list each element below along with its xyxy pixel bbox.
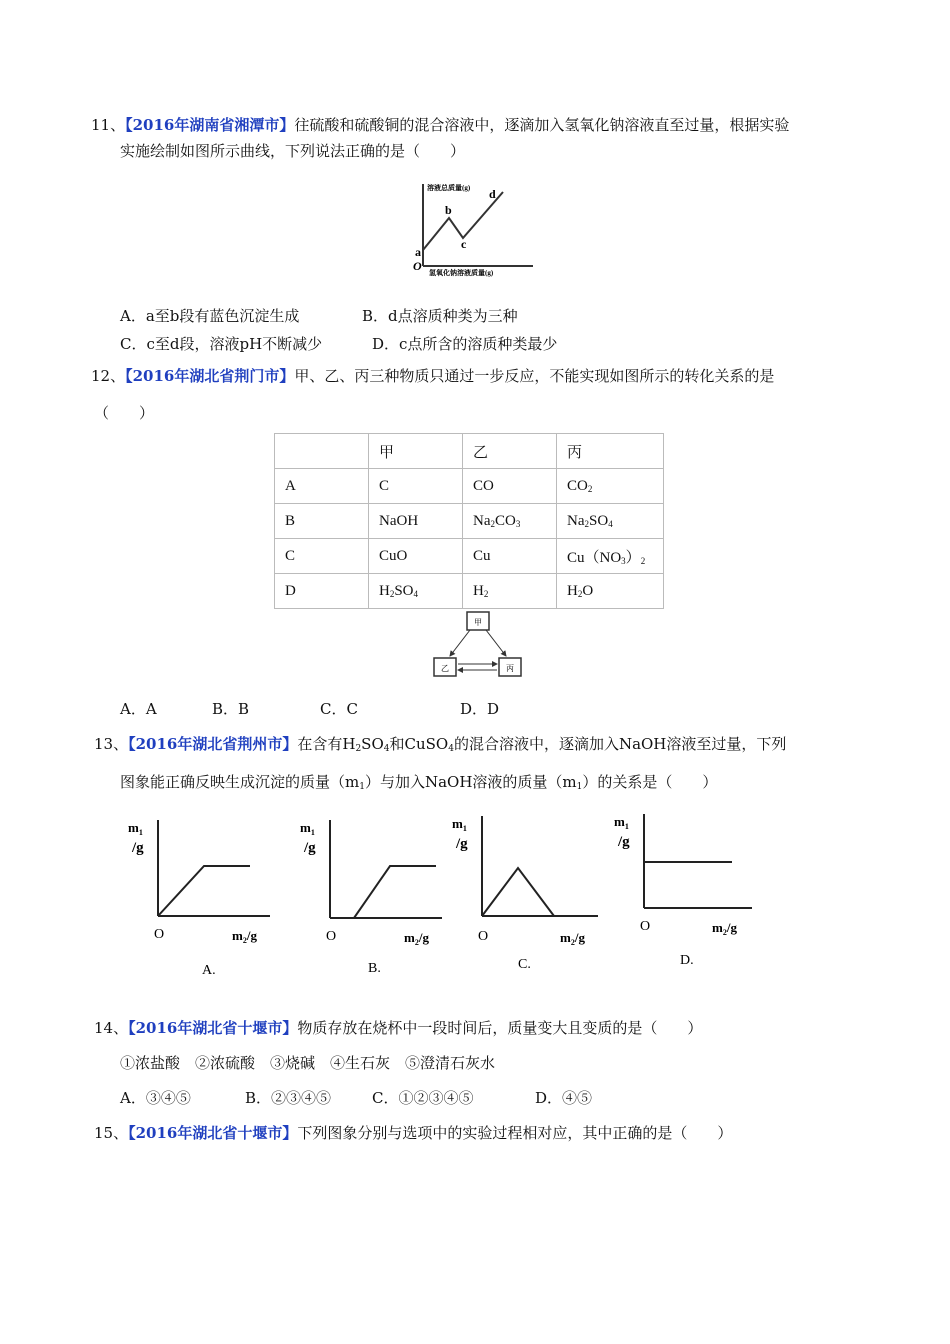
q13-text: SO: [361, 735, 384, 753]
table-cell: C: [369, 469, 463, 504]
table-cell: Cu: [463, 539, 557, 574]
arrow-jia-bing: [486, 630, 506, 656]
q14-option-c: C．①②③④⑤: [372, 1089, 474, 1107]
graph-curve: [330, 866, 436, 918]
graph-origin: O: [478, 929, 489, 944]
table-header-cell: [275, 434, 369, 469]
formula-sub: 2: [483, 588, 489, 599]
table-cell: [463, 574, 557, 609]
q13-graph-c: [442, 804, 602, 974]
q14-stem: 物质存放在烧杯中一段时间后，质量变大且变质的是（ ）: [297, 1019, 703, 1037]
arrow-jia-yi: [450, 630, 470, 656]
q13-text: ）与加入NaOH溶液的质量（m: [364, 773, 577, 791]
formula-sub: 2: [584, 518, 589, 529]
table-cell: [557, 539, 664, 574]
q11-origin: O: [413, 259, 422, 273]
q11-graph: [405, 178, 535, 278]
formula-sub: 3: [515, 518, 521, 529]
table-cell: B: [275, 504, 369, 539]
q11-point-d: d: [489, 187, 496, 201]
q15-stem: 下列图象分别与选项中的实验过程相对应，其中正确的是（ ）: [297, 1124, 733, 1142]
q14-source: 【2016年湖北省十堰市】: [128, 1019, 298, 1037]
table-cell: D: [275, 574, 369, 609]
graph-origin: O: [640, 919, 651, 934]
formula-sub: 4: [383, 744, 390, 754]
graph-letter: D.: [680, 953, 694, 968]
formula-sub: 2: [577, 588, 583, 599]
graph-ylabel: $m_1$: [300, 820, 315, 837]
q12-table: [274, 433, 664, 609]
diagram-label-bing: 丙: [506, 664, 514, 673]
formula-sub: 2: [587, 483, 593, 494]
q13-graph-a: [118, 808, 278, 978]
q15-line1: [94, 1122, 732, 1143]
formula-sub: 2: [490, 518, 495, 529]
table-cell: C: [275, 539, 369, 574]
q11-point-c: c: [461, 237, 467, 251]
formula-sub: 4: [413, 588, 419, 599]
graph-letter: C.: [518, 957, 531, 972]
graph-ylabel: $m_1$: [614, 814, 629, 831]
table-cell: [463, 504, 557, 539]
graph-yunit: /g: [456, 836, 468, 852]
q13-number: 13、: [94, 735, 129, 753]
formula-part: ）: [625, 549, 641, 566]
q13-source: 【2016年湖北省荆州市】: [128, 735, 298, 753]
table-cell: NaOH: [369, 504, 463, 539]
q11-point-b: b: [445, 203, 452, 217]
q12-line2: （ ）: [94, 404, 155, 422]
graph-xlabel: $m_2/g$: [560, 930, 585, 947]
formula-sub: 2: [640, 555, 646, 566]
q14-option-a: A．③④⑤: [120, 1089, 191, 1107]
diagram-label-yi: 乙: [441, 664, 449, 673]
formula-part: Na: [473, 512, 491, 529]
q14-option-b: B．②③④⑤: [245, 1089, 332, 1107]
formula-sub: 1: [359, 782, 365, 792]
graph-ylabel: $m_1$: [128, 820, 143, 837]
q12-conversion-diagram: [430, 610, 530, 682]
q12-line1: [91, 365, 774, 386]
formula-part: O: [582, 582, 594, 599]
q12-option-c: C．C: [320, 700, 358, 718]
graph-origin: O: [154, 927, 165, 942]
formula-sub: 4: [448, 744, 454, 754]
table-cell: [369, 574, 463, 609]
q11-option-c: C．c至d段，溶液pH不断减少: [120, 335, 323, 353]
formula-part: H: [567, 582, 578, 599]
graph-xlabel: $m_2/g$: [404, 930, 429, 947]
q13-text: 和CuSO: [389, 735, 449, 753]
table-cell: CuO: [369, 539, 463, 574]
formula-sub: 1: [576, 782, 583, 792]
formula-part: CO: [495, 512, 516, 529]
graph-origin: O: [326, 929, 337, 944]
graph-yunit: /g: [132, 840, 144, 856]
table-header-cell: 丙: [557, 434, 664, 469]
formula-part: Na: [567, 512, 585, 529]
q11-stem: 往硫酸和硫酸铜的混合溶液中，逐滴加入氢氧化钠溶液直至过量，根据实验: [294, 116, 790, 134]
formula-part: CO: [567, 477, 588, 494]
q11-xlabel: 氢氧化钠溶液质量(g): [429, 269, 494, 277]
table-row: [275, 574, 664, 609]
q11-ylabel: 溶液总质量(g): [427, 184, 471, 192]
formula-sub: 3: [621, 555, 626, 566]
q11-line1: [91, 114, 789, 135]
graph-curve: [482, 868, 554, 916]
graph-yunit: /g: [304, 840, 316, 856]
graph-ylabel: $m_1$: [452, 816, 467, 833]
formula-part: H: [379, 582, 390, 599]
diagram-label-jia: 甲: [474, 618, 482, 627]
q11-line2: 实施绘制如图所示曲线，下列说法正确的是（ ）: [120, 142, 466, 160]
q13-text: 图象能正确反映生成沉淀的质量（m: [120, 773, 360, 791]
graph-letter: B.: [368, 961, 381, 976]
q13-line2: [120, 771, 717, 792]
graph-yunit: /g: [618, 834, 630, 850]
graph-xlabel: $m_2/g$: [232, 928, 257, 945]
graph-xlabel: $m_2/g$: [712, 920, 737, 937]
q12-number: 12、: [91, 367, 126, 385]
formula-sub: 2: [355, 744, 362, 754]
table-cell: [557, 469, 664, 504]
q11-option-d: D．c点所含的溶质种类最少: [372, 335, 558, 353]
q13-text: 的混合溶液中，逐滴加入NaOH溶液至过量，下列: [453, 735, 787, 753]
q14-items: ①浓盐酸 ②浓硫酸 ③烧碱 ④生石灰 ⑤澄清石灰水: [120, 1054, 496, 1072]
formula-part: SO: [589, 512, 609, 529]
table-header-cell: 甲: [369, 434, 463, 469]
q12-stem: 甲、乙、丙三种物质只通过一步反应，不能实现如图所示的转化关系的是: [294, 367, 775, 385]
q11-source: 【2016年湖南省湘潭市】: [125, 116, 295, 134]
q13-text: 在含有H: [297, 735, 356, 753]
q13-text: ）的关系是（ ）: [582, 773, 718, 791]
q11-number: 11、: [91, 116, 126, 134]
table-row: [275, 504, 664, 539]
table-cell: [557, 574, 664, 609]
q12-option-b: B．B: [212, 700, 250, 718]
table-header-cell: 乙: [463, 434, 557, 469]
table-row: [275, 469, 664, 504]
table-row: [275, 539, 664, 574]
q11-point-a: a: [415, 245, 421, 259]
q12-option-a: A．A: [120, 700, 157, 718]
q15-source: 【2016年湖北省十堰市】: [128, 1124, 298, 1142]
formula-part: H: [473, 582, 484, 599]
graph-letter: A.: [202, 963, 216, 978]
q13-line1: [94, 733, 786, 754]
table-cell: A: [275, 469, 369, 504]
q13-graph-d: [604, 804, 764, 974]
formula-sub: 4: [608, 518, 613, 529]
q11-option-a: A．a至b段有蓝色沉淀生成: [120, 307, 300, 325]
table-row: [275, 434, 664, 469]
q12-option-d: D．D: [460, 700, 500, 718]
q14-number: 14、: [94, 1019, 129, 1037]
q12-source: 【2016年湖北省荆门市】: [125, 367, 295, 385]
q14-line1: [94, 1017, 702, 1038]
formula-part: SO: [394, 582, 414, 599]
graph-curve: [158, 866, 250, 916]
q11-option-b: B．d点溶质种类为三种: [362, 307, 518, 325]
q14-option-d: D．④⑤: [535, 1089, 593, 1107]
table-cell: CO: [463, 469, 557, 504]
q13-graph-b: [290, 808, 450, 978]
formula-sub: 2: [389, 588, 395, 599]
table-cell: [557, 504, 664, 539]
formula-part: Cu（NO: [567, 549, 622, 566]
q15-number: 15、: [94, 1124, 129, 1142]
